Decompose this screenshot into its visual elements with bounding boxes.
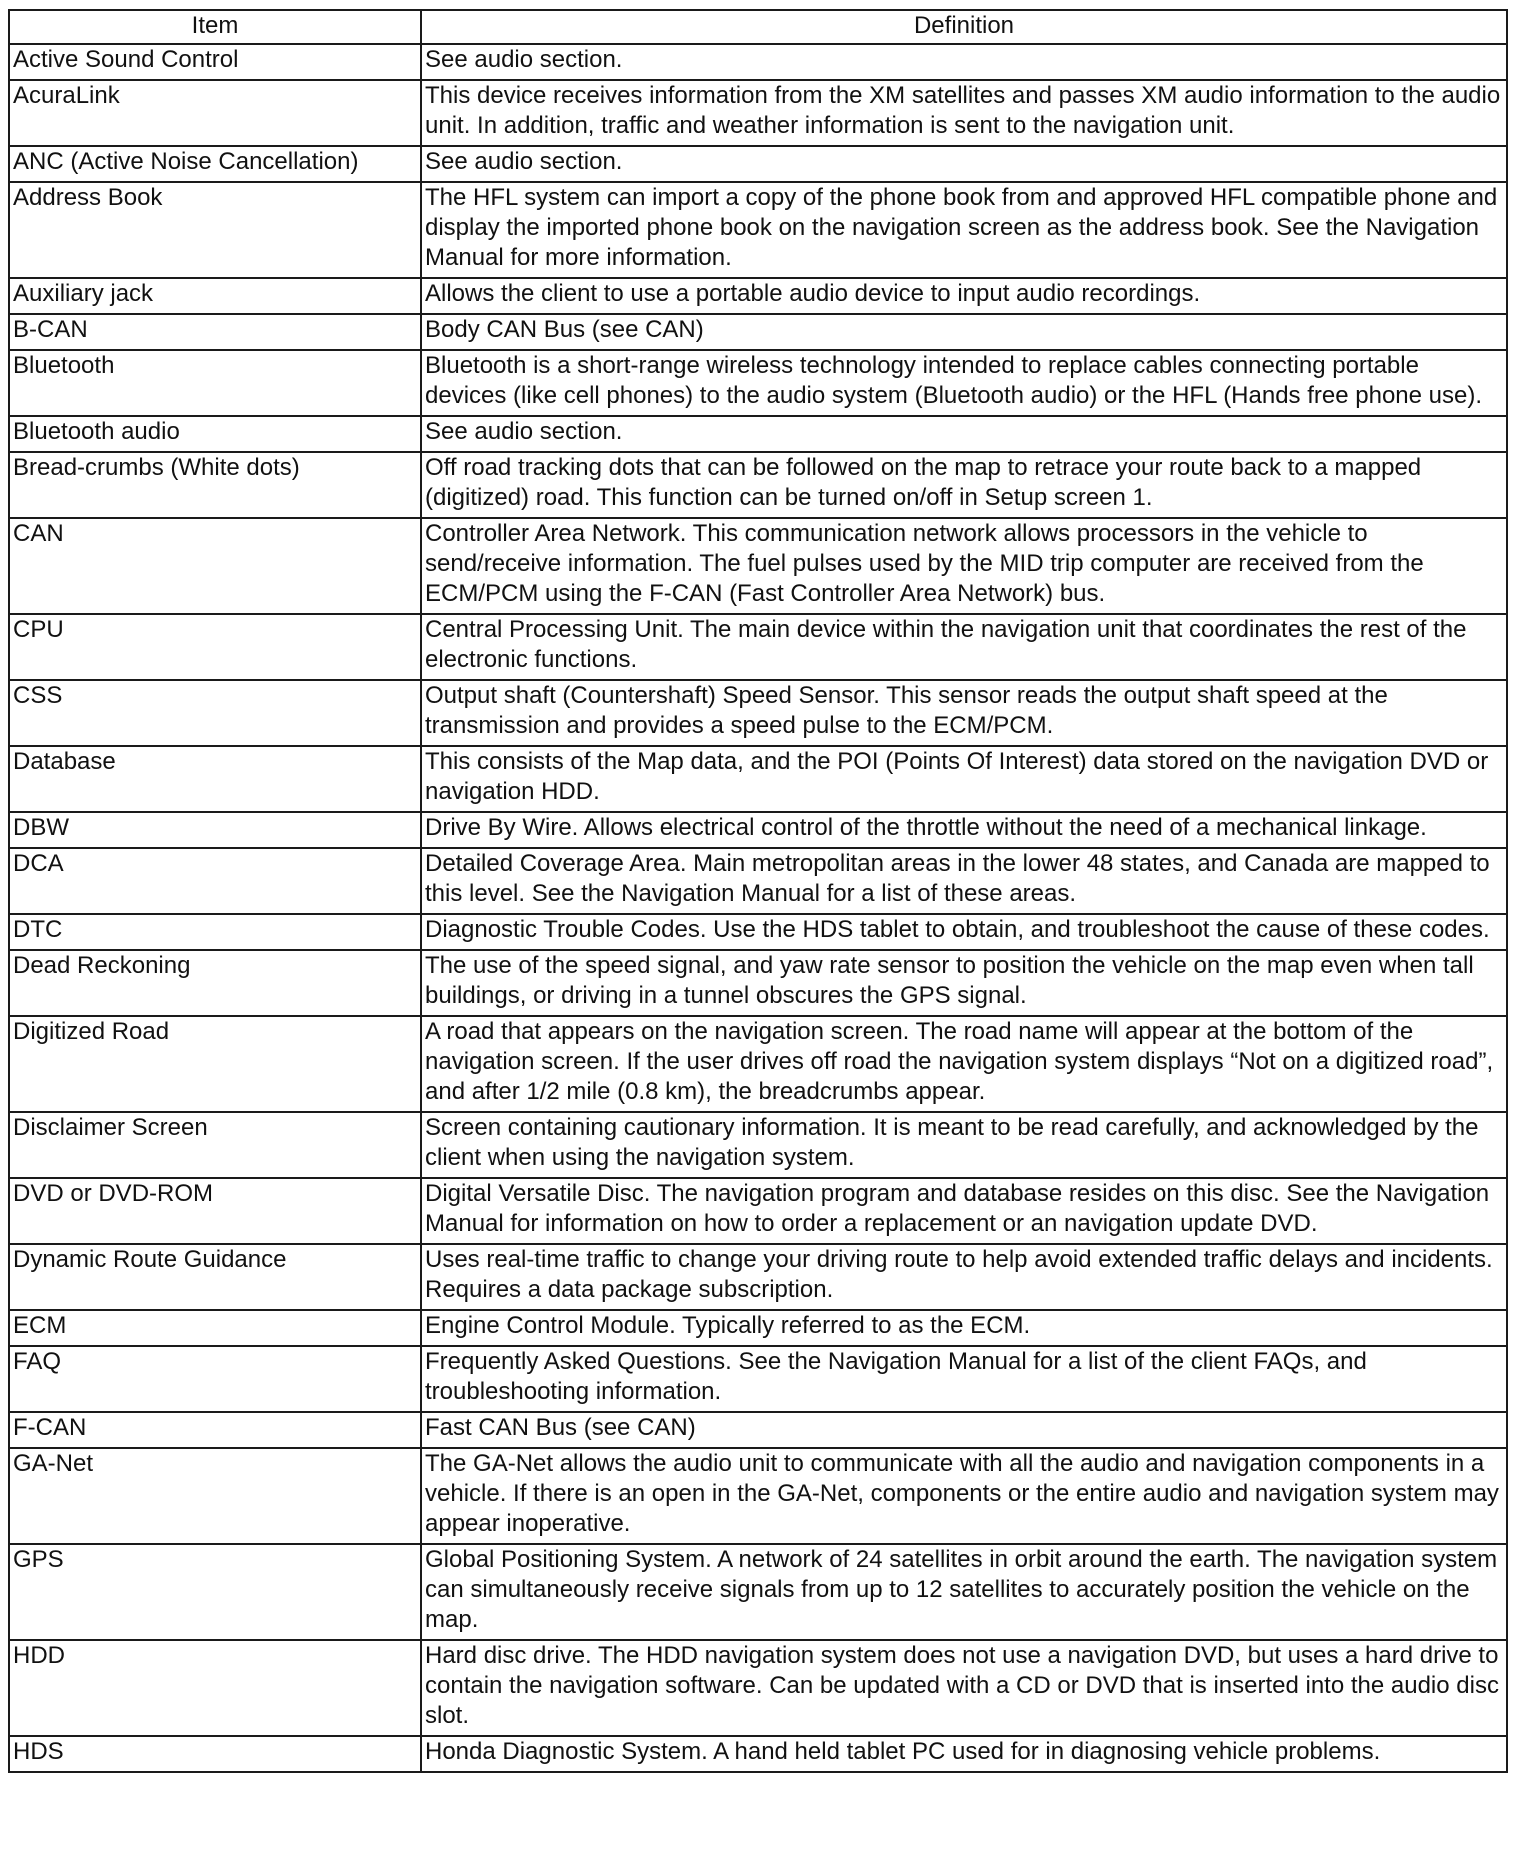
definition-cell: Screen containing cautionary information. It is meant to be read carefully, and acknowledged by the client when using the navigation system. xyxy=(421,1112,1507,1178)
item-cell: B-CAN xyxy=(9,314,421,350)
definition-cell: Uses real-time traffic to change your driving route to help avoid extended traffic delays and incidents. Requires a data package subscription. xyxy=(421,1244,1507,1310)
definition-cell: Drive By Wire. Allows electrical control of the throttle without the need of a mechanical linkage. xyxy=(421,812,1507,848)
item-cell: Digitized Road xyxy=(9,1016,421,1112)
glossary-body xyxy=(9,44,1507,1772)
definition-cell: See audio section. xyxy=(421,416,1507,452)
item-cell: DTC xyxy=(9,914,421,950)
definition-cell: Engine Control Module. Typically referred to as the ECM. xyxy=(421,1310,1507,1346)
item-cell: Dead Reckoning xyxy=(9,950,421,1016)
item-cell: HDD xyxy=(9,1640,421,1736)
item-cell: FAQ xyxy=(9,1346,421,1412)
table-row xyxy=(9,1448,1507,1544)
item-cell: Bluetooth audio xyxy=(9,416,421,452)
table-row xyxy=(9,812,1507,848)
glossary-table xyxy=(8,9,1508,1773)
table-row xyxy=(9,518,1507,614)
table-row xyxy=(9,746,1507,812)
definition-cell: Body CAN Bus (see CAN) xyxy=(421,314,1507,350)
definition-cell: See audio section. xyxy=(421,44,1507,80)
definition-cell: The use of the speed signal, and yaw rate sensor to position the vehicle on the map even when tall buildings, or driving in a tunnel obscures the GPS signal. xyxy=(421,950,1507,1016)
table-row xyxy=(9,80,1507,146)
item-cell: DVD or DVD-ROM xyxy=(9,1178,421,1244)
table-row xyxy=(9,1640,1507,1736)
table-row xyxy=(9,452,1507,518)
table-row xyxy=(9,1736,1507,1772)
table-row xyxy=(9,1346,1507,1412)
item-column-header: Item xyxy=(9,10,421,44)
definition-cell: Output shaft (Countershaft) Speed Sensor. This sensor reads the output shaft speed at the transmission and provides a speed pulse to the ECM/PCM. xyxy=(421,680,1507,746)
item-cell: AcuraLink xyxy=(9,80,421,146)
table-row xyxy=(9,914,1507,950)
definition-cell: This device receives information from the XM satellites and passes XM audio information to the audio unit. In addition, traffic and weather information is sent to the navigation unit. xyxy=(421,80,1507,146)
table-row xyxy=(9,614,1507,680)
definition-cell: Bluetooth is a short-range wireless technology intended to replace cables connecting portable devices (like cell phones) to the audio system (Bluetooth audio) or the HFL (Hands free phone use). xyxy=(421,350,1507,416)
table-row xyxy=(9,416,1507,452)
definition-cell: Allows the client to use a portable audio device to input audio recordings. xyxy=(421,278,1507,314)
table-row xyxy=(9,1244,1507,1310)
definition-cell: Diagnostic Trouble Codes. Use the HDS tablet to obtain, and troubleshoot the cause of these codes. xyxy=(421,914,1507,950)
item-cell: Address Book xyxy=(9,182,421,278)
item-cell: DCA xyxy=(9,848,421,914)
item-cell: CSS xyxy=(9,680,421,746)
table-header-row xyxy=(9,10,1507,44)
item-cell: CAN xyxy=(9,518,421,614)
table-row xyxy=(9,950,1507,1016)
item-cell: CPU xyxy=(9,614,421,680)
table-row xyxy=(9,1016,1507,1112)
item-cell: HDS xyxy=(9,1736,421,1772)
item-cell: Bluetooth xyxy=(9,350,421,416)
item-cell: Active Sound Control xyxy=(9,44,421,80)
table-row xyxy=(9,182,1507,278)
table-row xyxy=(9,848,1507,914)
item-cell: DBW xyxy=(9,812,421,848)
definition-cell: Detailed Coverage Area. Main metropolitan areas in the lower 48 states, and Canada are mapped to this level. See the Navigation Manual for a list of these areas. xyxy=(421,848,1507,914)
table-row xyxy=(9,1178,1507,1244)
table-row xyxy=(9,1112,1507,1178)
definition-cell: This consists of the Map data, and the POI (Points Of Interest) data stored on the navigation DVD or navigation HDD. xyxy=(421,746,1507,812)
table-row xyxy=(9,1544,1507,1640)
item-cell: ANC (Active Noise Cancellation) xyxy=(9,146,421,182)
table-row xyxy=(9,278,1507,314)
item-cell: F-CAN xyxy=(9,1412,421,1448)
definition-cell: Controller Area Network. This communication network allows processors in the vehicle to send/receive information. The fuel pulses used by the MID trip computer are received from the ECM/PCM using the F-CAN (Fast Controller Area Network) bus. xyxy=(421,518,1507,614)
definition-cell: Frequently Asked Questions. See the Navigation Manual for a list of the client FAQs, and troubleshooting information. xyxy=(421,1346,1507,1412)
table-row xyxy=(9,350,1507,416)
table-row xyxy=(9,1310,1507,1346)
item-cell: Disclaimer Screen xyxy=(9,1112,421,1178)
definition-cell: Hard disc drive. The HDD navigation system does not use a navigation DVD, but uses a hard drive to contain the navigation software. Can be updated with a CD or DVD that is inserted into the audio disc slot. xyxy=(421,1640,1507,1736)
definition-cell: See audio section. xyxy=(421,146,1507,182)
table-row xyxy=(9,680,1507,746)
definition-cell: The HFL system can import a copy of the phone book from and approved HFL compatible phone and display the imported phone book on the navigation screen as the address book. See the Navigation Manual for more information. xyxy=(421,182,1507,278)
table-row xyxy=(9,146,1507,182)
item-cell: Dynamic Route Guidance xyxy=(9,1244,421,1310)
definition-cell: Off road tracking dots that can be followed on the map to retrace your route back to a mapped (digitized) road. This function can be turned on/off in Setup screen 1. xyxy=(421,452,1507,518)
item-cell: Auxiliary jack xyxy=(9,278,421,314)
definition-cell: Honda Diagnostic System. A hand held tablet PC used for in diagnosing vehicle problems. xyxy=(421,1736,1507,1772)
item-cell: GA-Net xyxy=(9,1448,421,1544)
item-cell: ECM xyxy=(9,1310,421,1346)
table-row xyxy=(9,314,1507,350)
definition-cell: Global Positioning System. A network of 24 satellites in orbit around the earth. The navigation system can simultaneously receive signals from up to 12 satellites to accurately position the vehicle on the map. xyxy=(421,1544,1507,1640)
item-cell: GPS xyxy=(9,1544,421,1640)
definition-cell: A road that appears on the navigation screen. The road name will appear at the bottom of the navigation screen. If the user drives off road the navigation system displays “Not on a digitized road”, and after 1/2 mile (0.8 km), the breadcrumbs appear. xyxy=(421,1016,1507,1112)
definition-cell: The GA-Net allows the audio unit to communicate with all the audio and navigation components in a vehicle. If there is an open in the GA-Net, components or the entire audio and navigation system may appear inoperative. xyxy=(421,1448,1507,1544)
table-row xyxy=(9,44,1507,80)
definition-column-header: Definition xyxy=(421,10,1507,44)
table-row xyxy=(9,1412,1507,1448)
item-cell: Bread-crumbs (White dots) xyxy=(9,452,421,518)
definition-cell: Central Processing Unit. The main device within the navigation unit that coordinates the rest of the electronic functions. xyxy=(421,614,1507,680)
definition-cell: Fast CAN Bus (see CAN) xyxy=(421,1412,1507,1448)
item-cell: Database xyxy=(9,746,421,812)
definition-cell: Digital Versatile Disc. The navigation program and database resides on this disc. See the Navigation Manual for information on how to order a replacement or an navigation update DVD. xyxy=(421,1178,1507,1244)
